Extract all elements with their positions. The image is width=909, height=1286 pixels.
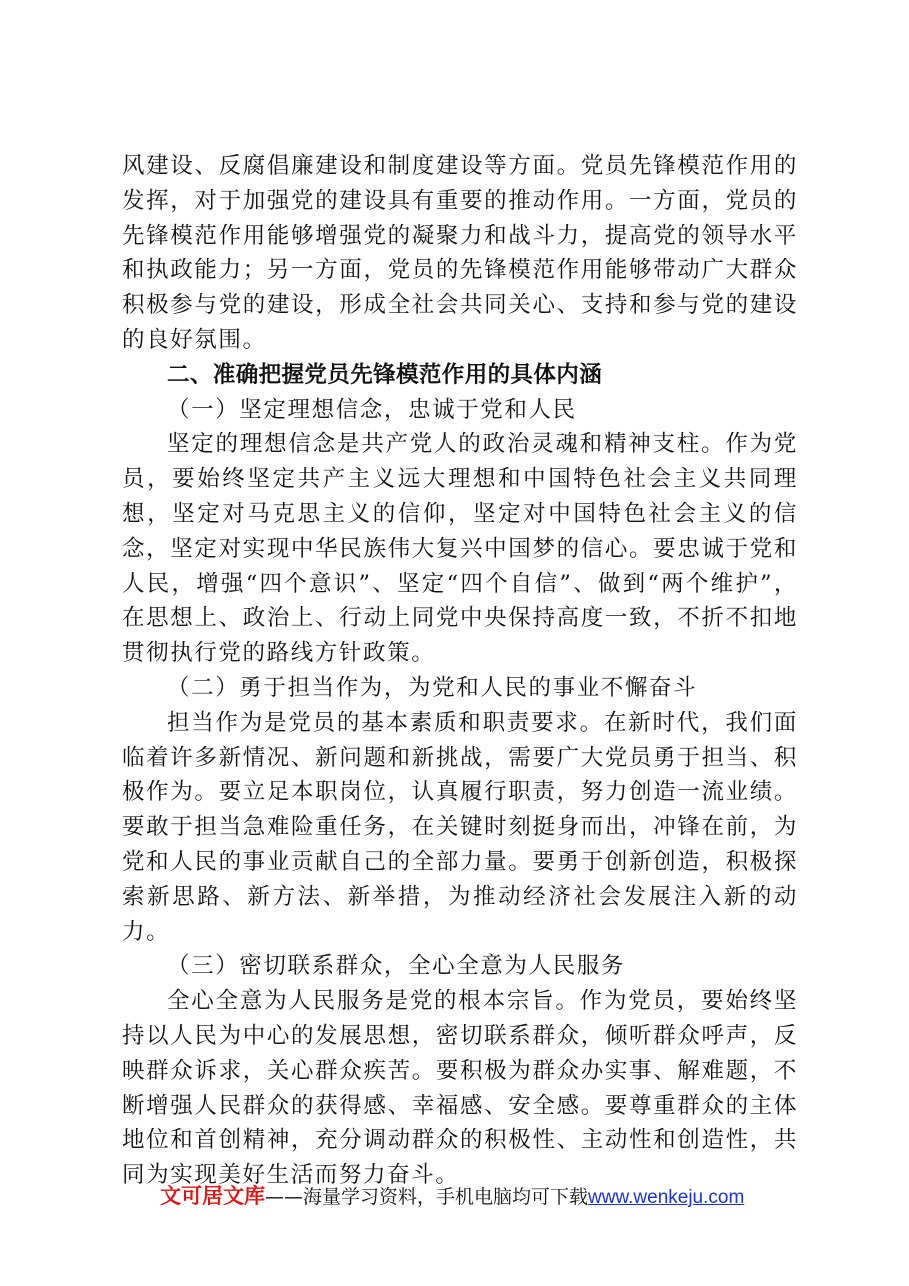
document-body [122, 149, 798, 1193]
body-paragraph: 担当作为是党员的基本素质和职责要求。在新时代，我们面临着许多新情况、新问题和新挑战，需要广大党员勇于担当、积极作为。要立足本职岗位，认真履行职责，努力创造一流业绩。要敢于担当急难险重任务，在关键时刻挺身而出，冲锋在前，为党和人民的事业贡献自己的全部力量。要勇于创新创造，积极探索新思路、新方法、新举措，为推动经济社会发展注入新的动力。 [122, 709, 798, 945]
footer-site-link[interactable]: www.wenkeju.com [588, 1187, 745, 1208]
body-paragraph: 坚定的理想信念是共产党人的政治灵魂和精神支柱。作为党员，要始终坚定共产主义远大理想和中国特色社会主义共同理想，坚定对马克思主义的信仰，坚定对中国特色社会主义的信念，坚定对实现中华民族伟大复兴中国梦的信心。要忠诚于党和人民，增强“四个意识”、坚定“四个自信”、做到“两个维护”，在思想上、政治上、行动上同党中央保持高度一致，不折不扣地贯彻执行党的路线方针政策。 [122, 431, 798, 667]
footer-brand: 文可居文库 [160, 1184, 265, 1208]
subsection-heading: （二）勇于担当作为，为党和人民的事业不懈奋斗 [167, 674, 698, 701]
footer-banner [160, 1182, 780, 1212]
subsection-heading: （一）坚定理想信念，忠诚于党和人民 [167, 396, 577, 423]
section-heading: 二、准确把握党员先锋模范作用的具体内涵 [167, 361, 603, 388]
body-paragraph: 风建设、反腐倡廉建设和制度建设等方面。党员先锋模范作用的发挥，对于加强党的建设具有重要的推动作用。一方面，党员的先锋模范作用能够增强党的凝聚力和战斗力，提高党的领导水平和执政能力；另一方面，党员的先锋模范作用能够带动广大群众积极参与党的建设，形成全社会共同关心、支持和参与党的建设的良好氛围。 [122, 153, 798, 353]
subsection-heading: （三）密切联系群众，全心全意为人民服务 [167, 953, 625, 980]
body-paragraph: 全心全意为人民服务是党的根本宗旨。作为党员，要始终坚持以人民为中心的发展思想，密切联系群众，倾听群众呼声，反映群众诉求，关心群众疾苦。要积极为群众办实事、解难题，不断增强人民群众的获得感、幸福感、安全感。要尊重群众的主体地位和首创精神，充分调动群众的积极性、主动性和创造性，共同为实现美好生活而努力奋斗。 [122, 988, 798, 1189]
footer-tagline: ——海量学习资料，手机电脑均可下载 [265, 1186, 589, 1208]
